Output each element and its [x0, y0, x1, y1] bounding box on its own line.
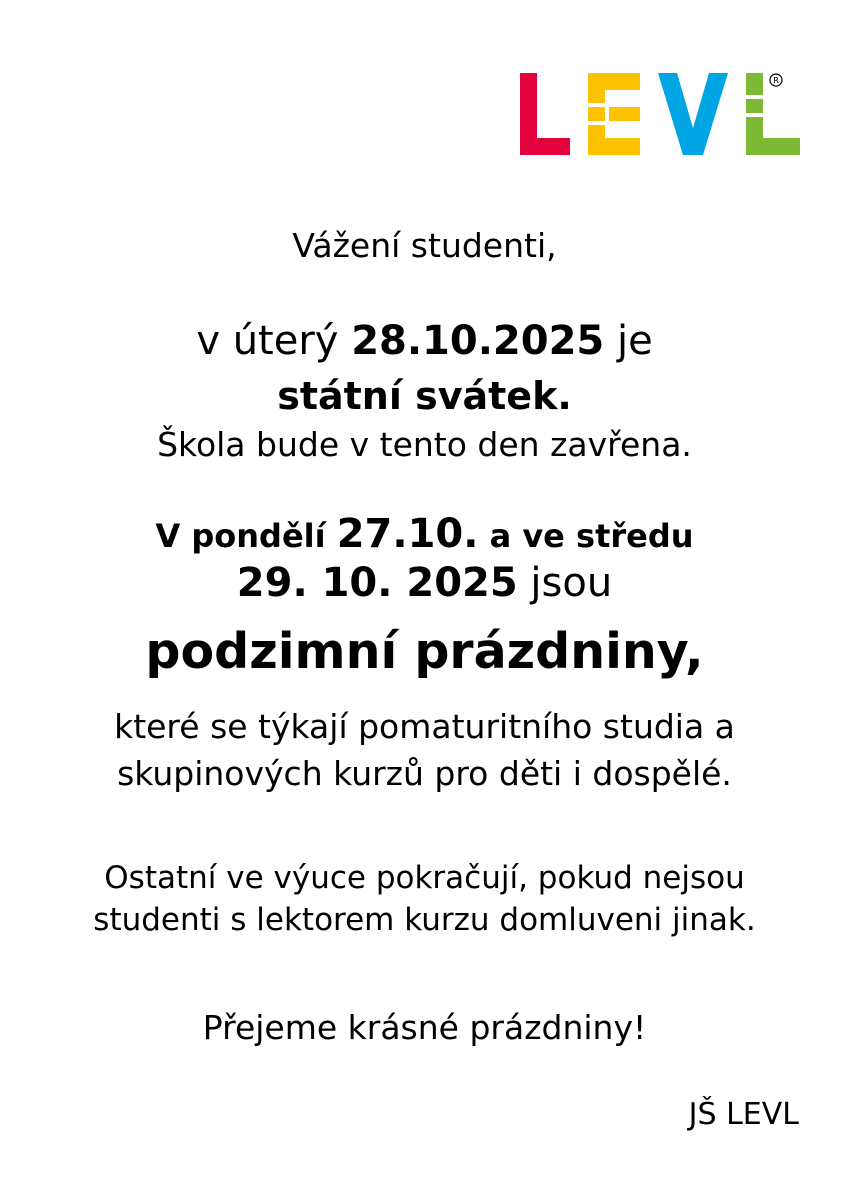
- break-line-2: [0, 560, 849, 606]
- break-line-1: [0, 511, 849, 557]
- holiday-date-line: [0, 318, 849, 364]
- svg-text:R: R: [773, 76, 779, 85]
- registered-mark-icon: [770, 74, 782, 86]
- logo-letter-l: [520, 73, 570, 155]
- break-part-2: a ve středu: [478, 517, 694, 555]
- greeting: Vážení studenti,: [292, 226, 557, 265]
- logo-letter-e: [588, 73, 640, 155]
- date-suffix: je: [604, 318, 653, 364]
- levl-logo: [520, 73, 800, 155]
- break-suffix: jsou: [517, 560, 613, 606]
- break-date-2: 29. 10. 2025: [236, 560, 518, 606]
- scope-line-2: skupinových kurzů pro děti i dospělé.: [117, 754, 732, 793]
- break-date-1: 27.10.: [336, 511, 479, 557]
- autumn-break-title: podzimní prázdniny,: [145, 623, 704, 680]
- others-line-2: studenti s lektorem kurzu domluveni jinak.: [93, 902, 756, 938]
- scope-line-1: které se týkají pomaturitního studia a: [114, 707, 735, 746]
- signature: JŠ LEVL: [688, 1097, 799, 1132]
- break-part-1: V pondělí: [155, 517, 337, 555]
- holiday-date: 28.10.2025: [351, 318, 605, 364]
- wishes: Přejeme krásné prázdniny!: [202, 1008, 647, 1047]
- logo-letter-v: [658, 73, 728, 155]
- others-line-1: Ostatní ve výuce pokračují, pokud nejsou: [104, 860, 745, 896]
- date-prefix: v úterý: [196, 318, 352, 364]
- closed-notice: Škola bude v tento den zavřena.: [157, 425, 692, 464]
- levl-logo-graphic: [520, 73, 800, 155]
- holiday-title: státní svátek.: [277, 374, 572, 418]
